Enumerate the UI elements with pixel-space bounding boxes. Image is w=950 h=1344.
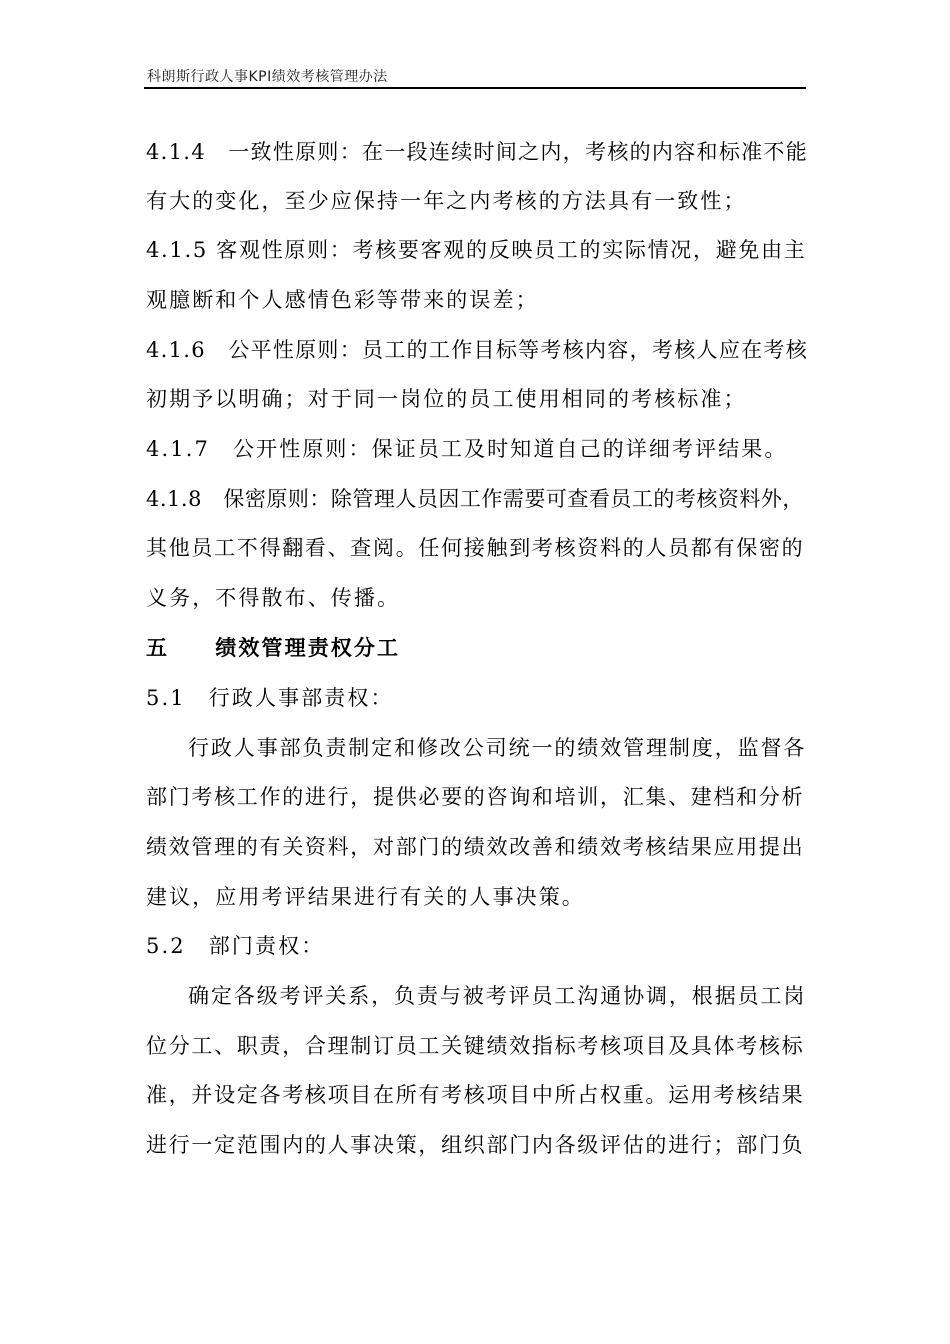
clause-5-2-paragraph-line-4: 进行一定范围内的人事决策，组织部门内各级评估的进行；部门负 [146, 1133, 805, 1157]
clause-5-2-heading: 5.2 部门责权： [146, 934, 325, 958]
header-divider [144, 87, 806, 89]
clause-5-1-heading: 5.1 行政人事部责权： [146, 686, 394, 710]
clause-4-1-5-line-1: 4.1.5 客观性原则：考核要客观的反映员工的实际情况，避免由主 [146, 238, 807, 262]
clause-5-2-paragraph-line-1: 确定各级考评关系，负责与被考评员工沟通协调，根据员工岗 [188, 984, 807, 1008]
clause-4-1-8-line-1: 4.1.8 保密原则：除管理人员因工作需要可查看员工的考核资料外， [146, 487, 804, 511]
clause-5-1-paragraph-line-2: 部门考核工作的进行，提供必要的咨询和培训，汇集、建档和分析 [146, 785, 805, 809]
clause-4-1-8-line-2: 其他员工不得翻看、查阅。任何接触到考核资料的人员都有保密的 [146, 536, 805, 560]
clause-4-1-6-line-1: 4.1.6 公平性原则：员工的工作目标等考核内容，考核人应在考核 [146, 338, 809, 362]
clause-5-2-paragraph-line-2: 位分工、职责，合理制订员工关键绩效指标考核项目及具体考核标 [146, 1034, 805, 1058]
clause-4-1-5-line-2: 观臆断和个人感情色彩等带来的误差； [146, 288, 539, 312]
clause-4-1-4-line-1: 4.1.4 一致性原则：在一段连续时间之内，考核的内容和标准不能 [146, 140, 809, 164]
clause-4-1-4-line-2: 有大的变化，至少应保持一年之内考核的方法具有一致性； [146, 189, 747, 213]
section-5-heading: 五 绩效管理责权分工 [146, 636, 401, 660]
clause-5-1-paragraph-line-1: 行政人事部负责制定和修改公司统一的绩效管理制度，监督各 [188, 736, 807, 760]
clause-4-1-6-line-2: 初期予以明确；对于同一岗位的员工使用相同的考核标准； [146, 387, 747, 411]
clause-5-2-paragraph-line-3: 准，并设定各考核项目在所有考核项目中所占权重。运用考核结果 [146, 1083, 805, 1107]
page-header-title: 科朗斯行政人事KPI绩效考核管理办法 [147, 69, 388, 85]
clause-5-1-paragraph-line-3: 绩效管理的有关资料，对部门的绩效改善和绩效考核结果应用提出 [146, 835, 805, 859]
clause-4-1-8-line-3: 义务，不得散布、传播。 [146, 586, 401, 610]
clause-4-1-7-line-1: 4.1.7 公开性原则：保证员工及时知道自己的详细考评结果。 [146, 437, 788, 461]
clause-5-1-paragraph-line-4: 建议，应用考评结果进行有关的人事决策。 [146, 885, 585, 909]
